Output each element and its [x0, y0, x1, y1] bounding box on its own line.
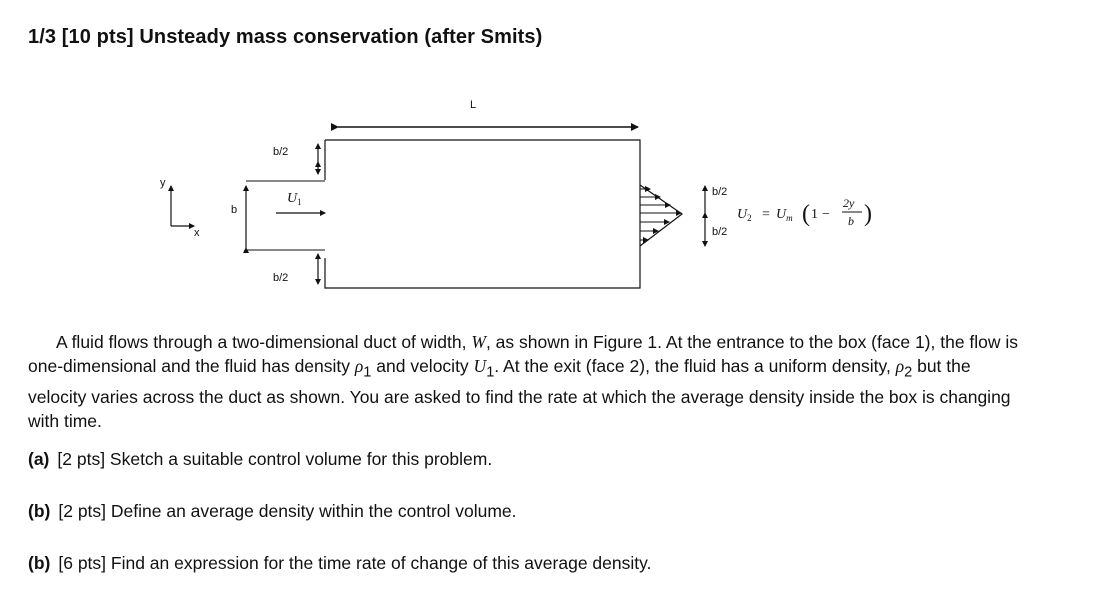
svg-text:Um: $U_m$ [776, 207, 793, 223]
outlet-velocity-formula [737, 196, 872, 228]
question-a: (a) [2 pts] Sketch a suitable control volume for this problem. [28, 449, 493, 469]
question-c: (b) [6 pts] Find an expression for the time rate of change of this average density. [28, 553, 652, 573]
svg-text:b: b [848, 214, 854, 228]
svg-text:1: 1 [811, 207, 818, 222]
outlet-velocity-profile [640, 185, 682, 246]
axis-y-label: y [160, 177, 166, 189]
axis-x-label: x [194, 227, 200, 239]
question-b: (b) [2 pts] Define an average density within the control volume. [28, 501, 517, 521]
outlet-top-half-label: b/2 [712, 186, 728, 198]
length-label: L [470, 99, 477, 111]
svg-text:(: ( [802, 201, 810, 227]
svg-text:=: = [762, 207, 770, 222]
top-gap-label: b/2 [273, 146, 289, 158]
svg-text:): ) [864, 201, 872, 227]
problem-title: 1/3 [10 pts] Unsteady mass conservation (after Smits) [28, 26, 543, 48]
inlet-velocity-label: $U_1$ [287, 191, 302, 207]
svg-text:−: − [822, 207, 830, 222]
outlet-bottom-half-label: b/2 [712, 226, 728, 238]
svg-text:U2: $U_2$ [737, 207, 752, 223]
inlet-width-label: b [231, 204, 238, 216]
bottom-gap-label: b/2 [273, 272, 289, 284]
axes-icon [171, 186, 194, 226]
problem-description: A fluid flows through a two-dimensional duct of width, W, as shown in Figure 1. At the entrance to the box (face 1), the flow is one-dimensional and the fluid has density $\rho_1$ and velocity $U_1$. At the exit (face 2), the fluid has a uniform density, $\rho_2$ but the velocity varies across the duct as shown. You are asked to find the rate at which the average density inside the box is changing with time. [28, 332, 1019, 431]
svg-text:2y: 2y [843, 196, 855, 210]
duct-outline [325, 140, 640, 288]
